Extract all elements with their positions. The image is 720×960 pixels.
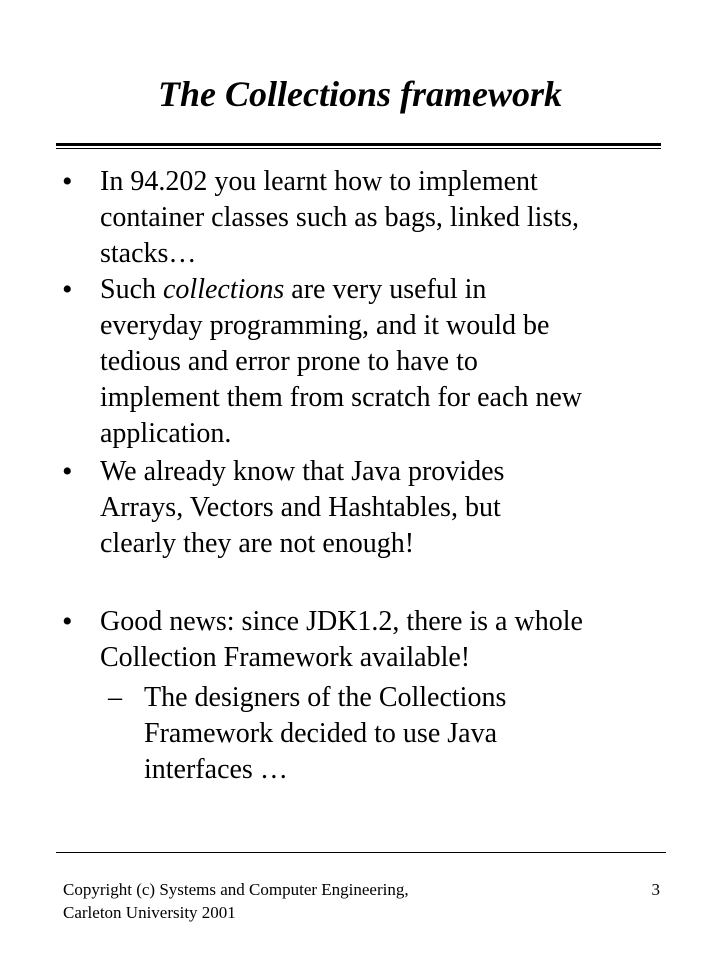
bullet-line: tedious and error prone to have to xyxy=(100,346,478,377)
title-underline xyxy=(56,143,661,149)
bullet-text xyxy=(100,454,680,562)
bullet-marker: • xyxy=(62,273,73,306)
bullet-text-run: Such xyxy=(100,274,163,305)
page-number: 3 xyxy=(651,880,660,899)
slide-title: The Collections framework xyxy=(158,74,562,114)
bullet-line: everyday programming, and it would be xyxy=(100,310,550,341)
sub-bullet-line: Framework decided to use Java xyxy=(144,718,497,749)
bullet-line xyxy=(100,272,680,308)
bullet-line: In 94.202 you learnt how to implement xyxy=(100,166,538,197)
bullet-marker: • xyxy=(62,605,73,638)
sub-bullet-line: interfaces … xyxy=(144,754,288,785)
bullet-line: stacks… xyxy=(100,238,197,269)
bullet-line: implement them from scratch for each new xyxy=(100,382,583,413)
bullet-marker: • xyxy=(62,165,73,198)
bullet-text xyxy=(100,604,680,676)
bullet-text xyxy=(100,164,680,272)
bullet-text-run: are very useful in xyxy=(284,274,487,305)
footer-line: Carleton University 2001 xyxy=(63,903,236,922)
bullet-line: Good news: since JDK1.2, there is a whole xyxy=(100,606,583,637)
sub-bullet-marker: – xyxy=(108,682,122,713)
bullet-line: application. xyxy=(100,418,232,449)
bullet-line: Arrays, Vectors and Hashtables, but xyxy=(100,492,501,523)
bullet-line: container classes such as bags, linked lists, xyxy=(100,202,580,233)
emphasized-term: collections xyxy=(163,274,285,305)
footer-line: Copyright (c) Systems and Computer Engineering, xyxy=(63,880,409,899)
sub-bullet-line: The designers of the Collections xyxy=(144,682,507,713)
bullet-line: clearly they are not enough! xyxy=(100,528,415,559)
bullet-text xyxy=(100,272,680,452)
bullet-line: Collection Framework available! xyxy=(100,642,471,673)
bullet-line: We already know that Java provides xyxy=(100,456,505,487)
footer-copyright xyxy=(63,878,409,924)
footer-divider xyxy=(56,852,666,853)
sub-bullet-text xyxy=(144,680,684,788)
bullet-marker: • xyxy=(62,455,73,488)
